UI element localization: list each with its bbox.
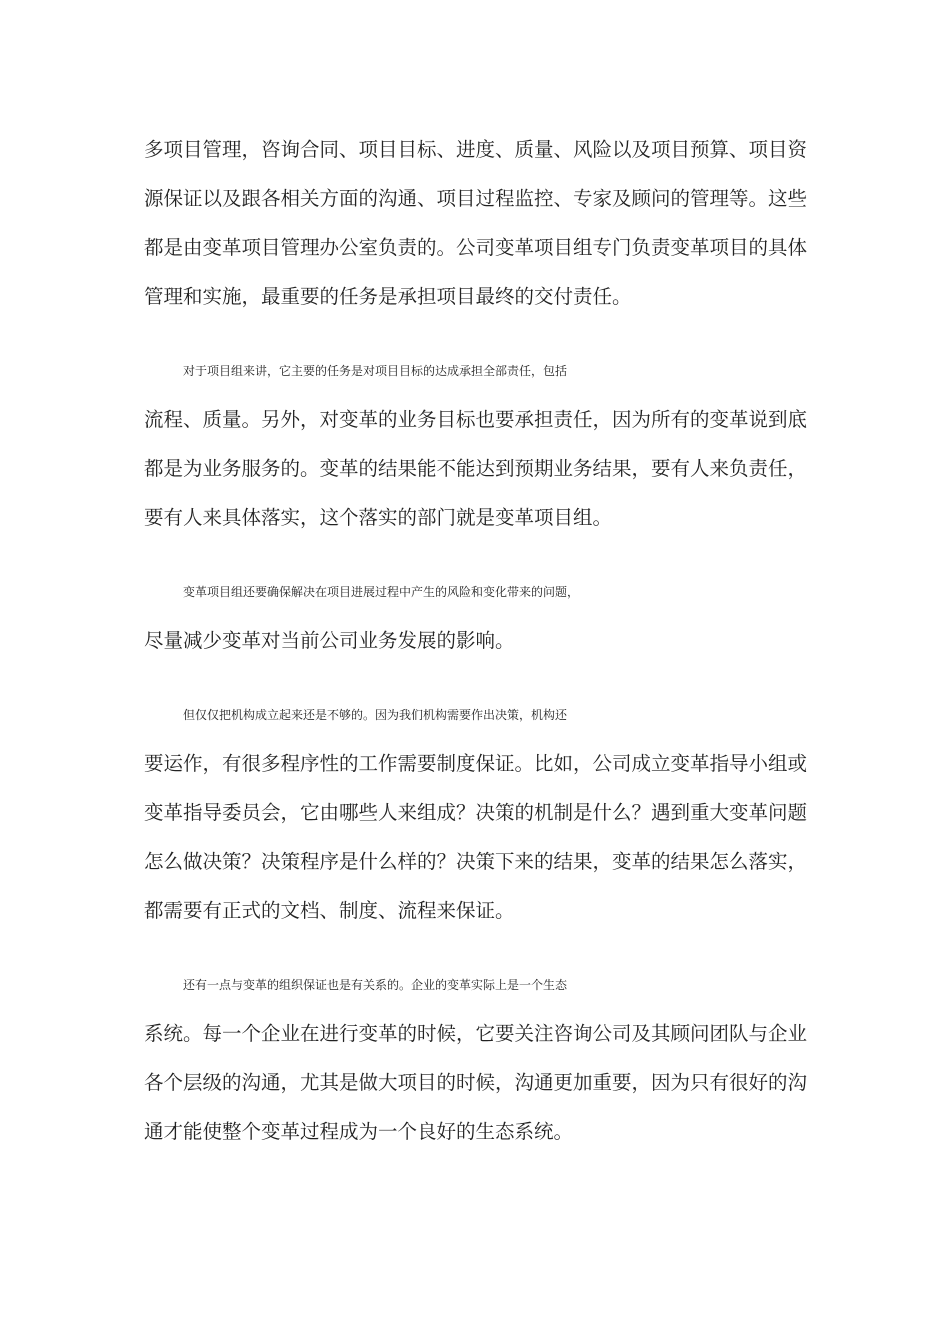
paragraph-1-line-2: 源保证以及跟各相关方面的沟通、项目过程监控、专家及顾问的管理等。这些 [144,187,808,210]
paragraph-4-line-3: 变革指导委员会，它由哪些人来组成？决策的机制是什么？遇到重大变革问题 [144,801,808,824]
paragraph-1-line-4: 管理和实施，最重要的任务是承担项目最终的交付责任。 [144,285,632,308]
paragraph-4-line-4: 怎么做决策？决策程序是什么样的？决策下来的结果，变革的结果怎么落实， [144,850,808,873]
paragraph-1-line-3: 都是由变革项目管理办公室负责的。公司变革项目组专门负责变革项目的具体 [144,236,808,259]
paragraph-2-line-2: 流程、质量。另外，对变革的业务目标也要承担责任，因为所有的变革说到底 [144,408,808,431]
paragraph-1-line-1: 多项目管理，咨询合同、项目目标、进度、质量、风险以及项目预算、项目资 [144,138,808,161]
paragraph-2-line-4: 要有人来具体落实，这个落实的部门就是变革项目组。 [144,506,613,529]
paragraph-4-line-2: 要运作，有很多程序性的工作需要制度保证。比如，公司成立变革指导小组或 [144,752,808,775]
paragraph-3-line-1: 变革项目组还要确保解决在项目进展过程中产生的风险和变化带来的问题， [183,585,580,599]
paragraph-4-line-1: 但仅仅把机构成立起来还是不够的。因为我们机构需要作出决策，机构还 [183,708,568,722]
paragraph-5-line-4: 通才能使整个变革过程成为一个良好的生态系统。 [144,1120,574,1143]
paragraph-2-line-1: 对于项目组来讲，它主要的任务是对项目目标的达成承担全部责任，包括 [183,364,568,378]
paragraph-4-line-5: 都需要有正式的文档、制度、流程来保证。 [144,899,515,922]
paragraph-2-line-3: 都是为业务服务的。变革的结果能不能达到预期业务结果，要有人来负责任， [144,457,808,480]
paragraph-5-line-1: 还有一点与变革的组织保证也是有关系的。企业的变革实际上是一个生态 [183,978,568,992]
paragraph-5-line-2: 系统。每一个企业在进行变革的时候，它要关注咨询公司及其顾问团队与企业 [144,1022,808,1045]
paragraph-3-line-2: 尽量减少变革对当前公司业务发展的影响。 [144,629,515,652]
paragraph-5-line-3: 各个层级的沟通，尤其是做大项目的时候，沟通更加重要，因为只有很好的沟 [144,1071,808,1094]
